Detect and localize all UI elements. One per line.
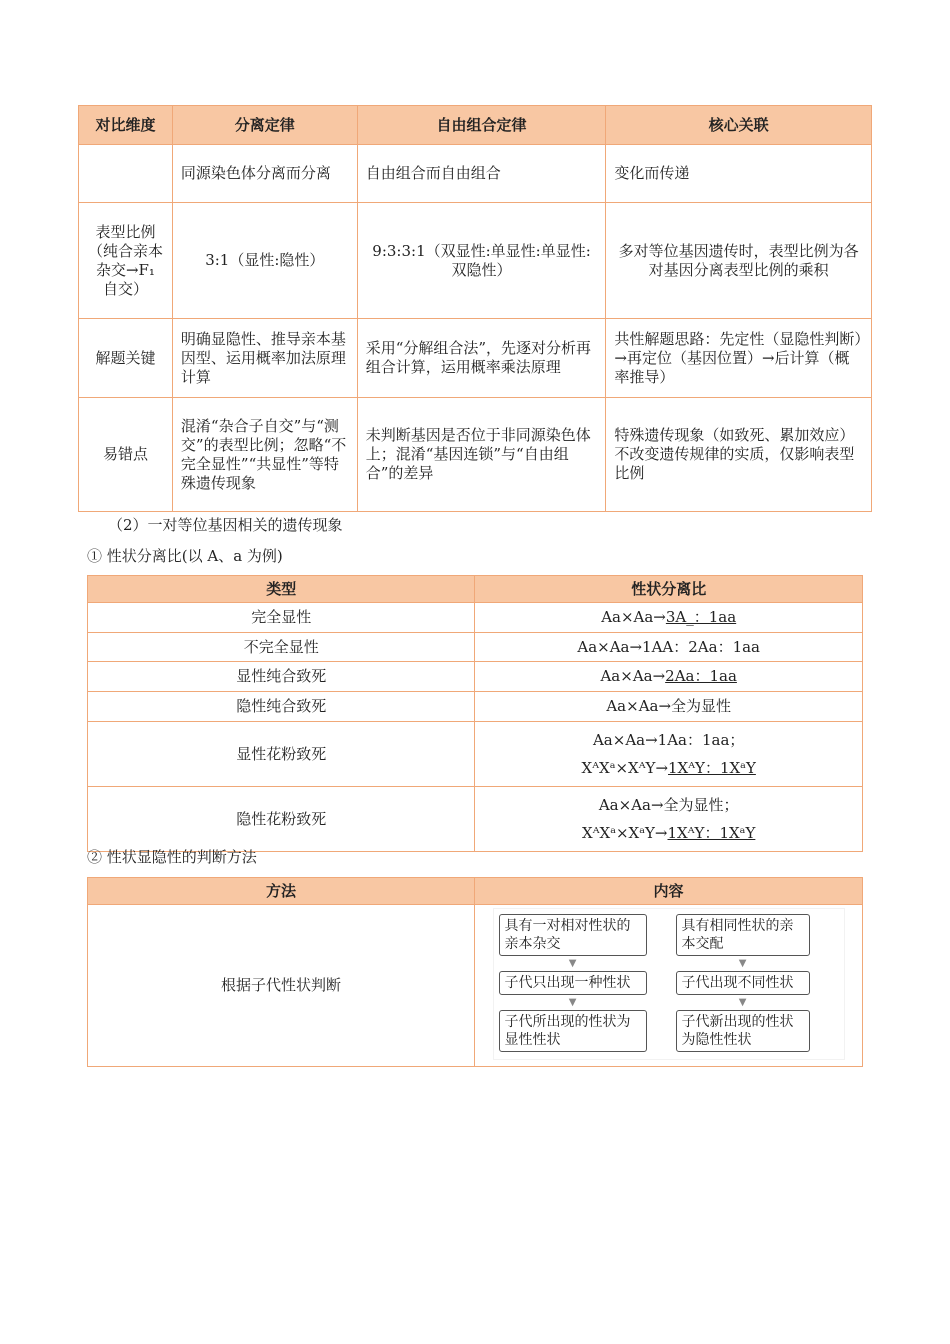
down-arrow-icon: ▼ [738, 996, 747, 1008]
table-row [88, 787, 863, 852]
ratio-answer: 1XᴬY：1XᵃY [668, 759, 756, 777]
ratio-text: Aa×Aa→1Aa：1aa； [592, 731, 745, 749]
ratio-cell [475, 603, 863, 633]
flow-box: 具有一对相对性状的亲本杂交 [499, 914, 647, 956]
type-cell: 隐性纯合致死 [88, 692, 475, 722]
down-arrow-icon: ▼ [568, 996, 577, 1008]
ratio-cell [475, 722, 863, 787]
type-cell: 完全显性 [88, 603, 475, 633]
cell: 3:1（显性:隐性） [172, 203, 357, 319]
type-cell: 不完全显性 [88, 633, 475, 662]
ratio-cell [475, 692, 863, 722]
ratio-text: Aa×Aa→全为显性； [598, 796, 739, 814]
cell: 明确显隐性、推导亲本基因型、运用概率加法原理计算 [172, 319, 357, 398]
down-arrow-icon: ▼ [568, 957, 577, 969]
cell: 多对等位基因遗传时，表型比例为各对基因分离表型比例的乘积 [606, 203, 872, 319]
cell: 易错点 [79, 398, 173, 512]
ratio-answer: 2Aa：1aa [665, 667, 737, 685]
down-arrow-icon: ▼ [738, 957, 747, 969]
header-ratio: 性状分离比 [475, 576, 863, 603]
table-row [88, 603, 863, 633]
table-header-row [88, 878, 863, 905]
subsection-title: ① 性状分离比(以 A、a 为例) [87, 547, 283, 565]
table-header-row [79, 106, 872, 145]
comparison-table [78, 105, 872, 512]
table-row [88, 662, 863, 692]
ratio-text: XᴬXᵃ×XᵃY→ [582, 824, 668, 842]
flow-diagram [494, 909, 844, 1059]
header-relation: 核心关联 [606, 106, 872, 145]
cell: 特殊遗传现象（如致死、累加效应）不改变遗传规律的实质，仅影响表型比例 [606, 398, 872, 512]
cell: 采用“分解组合法”，先逐对分析再组合计算，运用概率乘法原理 [357, 319, 606, 398]
ratio-table [87, 575, 863, 852]
section-title: （2）一对等位基因相关的遗传现象 [108, 516, 343, 534]
flow-box: 子代只出现一种性状 [499, 971, 647, 995]
cell [79, 145, 173, 203]
table-row [79, 398, 872, 512]
method-table [87, 877, 863, 1067]
ratio-answer: 3A_：1aa [665, 608, 737, 626]
table-row [88, 633, 863, 662]
flow-box: 子代出现不同性状 [676, 971, 810, 995]
table-row [88, 722, 863, 787]
table-row [88, 692, 863, 722]
flow-box: 子代新出现的性状为隐性性状 [676, 1010, 810, 1052]
ratio-cell [475, 633, 863, 662]
table-row [79, 203, 872, 319]
header-content: 内容 [475, 878, 863, 905]
subsection-title: ② 性状显隐性的判断方法 [87, 848, 257, 866]
table-row [79, 145, 872, 203]
ratio-answer: 1XᴬY：1XᵃY [667, 824, 756, 842]
table-row [79, 319, 872, 398]
ratio-line2 [483, 754, 854, 782]
cell: 共性解题思路：先定性（显隐性判断）→再定位（基因位置）→后计算（概率推导） [606, 319, 872, 398]
cell: 未判断基因是否位于非同源染色体上；混淆“基因连锁”与“自由组合”的差异 [357, 398, 606, 512]
content-cell [475, 905, 863, 1067]
ratio-text: Aa×Aa→ [601, 608, 666, 626]
cell: 同源染色体分离而分离 [172, 145, 357, 203]
header-segregation: 分离定律 [172, 106, 357, 145]
header-method: 方法 [88, 878, 475, 905]
header-dimension: 对比维度 [79, 106, 173, 145]
table-row [88, 905, 863, 1067]
cell: 表型比例（纯合亲本杂交→F₁ 自交） [79, 203, 173, 319]
header-type: 类型 [88, 576, 475, 603]
flow-box: 具有相同性状的亲本交配 [676, 914, 810, 956]
ratio-cell [475, 787, 863, 852]
table-header-row [88, 576, 863, 603]
ratio-line2 [483, 819, 854, 847]
header-independent: 自由组合定律 [357, 106, 606, 145]
cell: 混淆“杂合子自交”与“测交”的表型比例；忽略“不完全显性”“共显性”等特殊遗传现象 [172, 398, 357, 512]
ratio-text: Aa×Aa→1AA：2Aa：1aa [577, 637, 761, 656]
cell: 变化而传递 [606, 145, 872, 203]
cell: 自由组合而自由组合 [357, 145, 606, 203]
method-cell: 根据子代性状判断 [88, 905, 475, 1067]
type-cell: 隐性花粉致死 [88, 787, 475, 852]
ratio-text: Aa×Aa→全为显性 [606, 697, 732, 715]
ratio-text: Aa×Aa→ [600, 667, 666, 685]
flow-box: 子代所出现的性状为显性性状 [499, 1010, 647, 1052]
type-cell: 显性纯合致死 [88, 662, 475, 692]
cell: 解题关键 [79, 319, 173, 398]
ratio-text: XᴬXᵃ×XᴬY→ [581, 759, 669, 777]
ratio-cell [475, 662, 863, 692]
type-cell: 显性花粉致死 [88, 722, 475, 787]
cell: 9:3:3:1（双显性:单显性:单显性:双隐性） [357, 203, 606, 319]
